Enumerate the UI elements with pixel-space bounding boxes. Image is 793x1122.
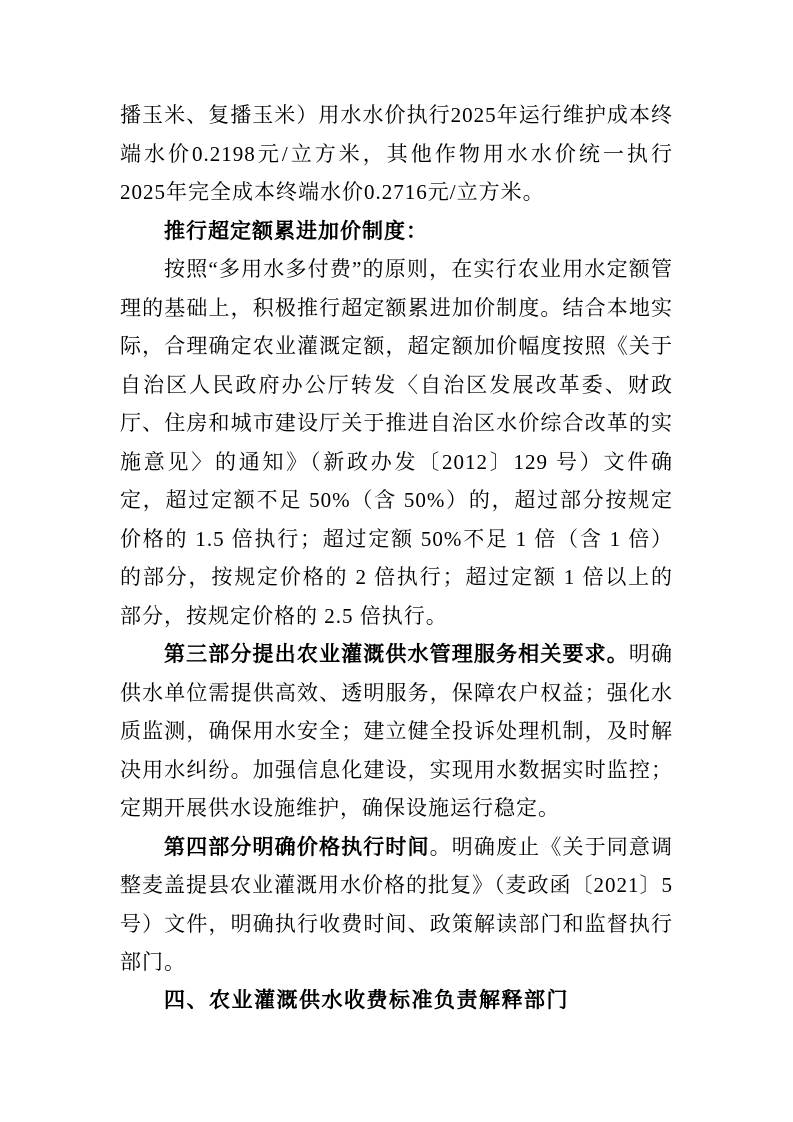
document-body bbox=[120, 96, 673, 1020]
paragraph-water-price-continuation: 播玉米、复播玉米）用水水价执行2025年运行维护成本终端水价0.2198元/立方米，其他作物用水水价统一执行2025年完全成本终端水价0.2716元/立方米。 bbox=[120, 103, 673, 204]
paragraph-part-four bbox=[120, 828, 673, 982]
part-three-body-text: 明确供水单位需提供高效、透明服务，保障农户权益；强化水质监测，确保用水安全；建立健全投诉处理机制，及时解决用水纠纷。加强信息化建设，实现用水数据实时监控；定期开展供水设施维护，确保设施运行稳定。 bbox=[120, 642, 674, 820]
part-four-bold-lead: 第四部分明确价格执行时间 bbox=[164, 834, 430, 859]
paragraph-part-three bbox=[120, 635, 673, 828]
part-four-body-text: 。明确废止《关于同意调整麦盖提县农业灌溉用水价格的批复》（麦政函〔2021〕5 号）文件，明确执行收费时间、政策解读部门和监督执行部门。 bbox=[120, 834, 674, 974]
part-three-bold-lead: 第三部分提出农业灌溉供水管理服务相关要求。 bbox=[164, 642, 629, 666]
heading-section-four-interpretation-department: 四、农业灌溉供水收费标准负责解释部门 bbox=[164, 988, 569, 1012]
paragraph-tiered-pricing-details: 按照“多用水多付费”的原则，在实行农业用水定额管理的基础上，积极推行超定额累进加价制度。结合本地实际，合理确定农业灌溉定额，超定额加价幅度按照《关于自治区人民政府办公厅转发〈自治区发展改革委、财政厅、住房和城市建设厅关于推进自治区水价综合改革的实施意见〉的通知》（新政办发〔2012〕129 号）文件确定，超过定额不足 50%（含 50%）的，超过部分按规定价格的 1.5 倍执行；超过定额 50%不足 1 倍（含 1 倍）的部分，按规定价格的 2 倍执行；超过定额 1 倍以上的部分，按规定价格的 2.5 倍执行。 bbox=[120, 257, 673, 628]
heading-tiered-pricing-system: 推行超定额累进加价制度： bbox=[164, 218, 428, 243]
